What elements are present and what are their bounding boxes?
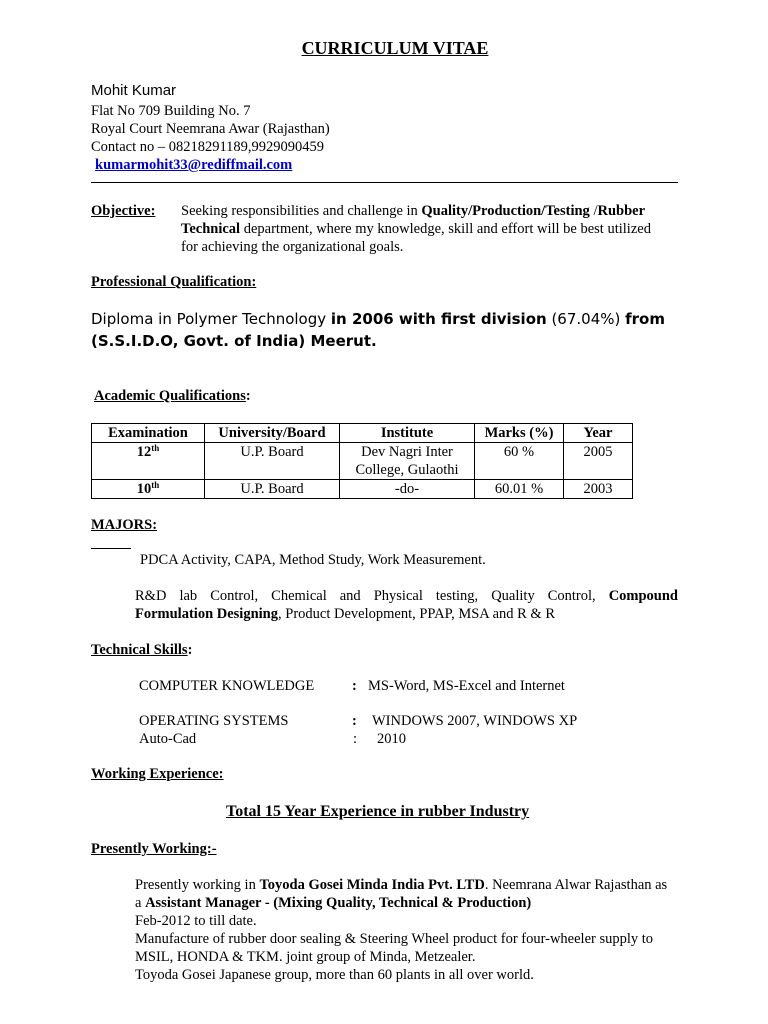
email-link[interactable]: kumarmohit33@rediffmail.com: [95, 157, 293, 173]
table-row: [92, 443, 633, 480]
address-line-2: Royal Court Neemrana Awar (Rajasthan): [91, 121, 330, 137]
present-line-3: Feb-2012 to till date.: [135, 913, 257, 929]
objective-label: Objective:: [91, 203, 156, 219]
professional-line-2: (S.S.I.D.O, Govt. of India) Meerut.: [91, 332, 377, 350]
qualification-emphasis: from: [625, 310, 665, 328]
majors-line-1: PDCA Activity, CAPA, Method Study, Work Measurement.: [140, 552, 486, 568]
majors-divider: [91, 548, 131, 549]
majors-line-2: [135, 587, 678, 605]
marks-cell: 60 %: [475, 443, 564, 480]
academic-table: [91, 423, 633, 499]
table-row: [92, 480, 633, 499]
present-text: a: [135, 895, 146, 911]
objective-emphasis: Quality/Production/Testing: [421, 203, 590, 219]
skill-value: 2010: [377, 731, 406, 747]
marks-cell: 60.01 %: [475, 480, 564, 499]
qualification-text: Diploma in Polymer Technology: [91, 310, 331, 328]
present-line-2: [135, 894, 531, 912]
present-text: Presently working in: [135, 877, 260, 893]
address-line-1: Flat No 709 Building No. 7: [91, 103, 251, 119]
objective-line-3: for achieving the organizational goals.: [181, 239, 404, 255]
exam-suffix: th: [151, 443, 160, 453]
board-cell: U.P. Board: [205, 480, 340, 499]
objective-text: department, where my knowledge, skill and effort will be best utilized: [240, 221, 651, 237]
contact-number: Contact no – 08218291189,9929090459: [91, 139, 325, 155]
email-line: [95, 156, 292, 174]
present-line-1: [135, 876, 667, 894]
column-header: Examination: [92, 424, 205, 443]
majors-text: R&D lab Control, Chemical and Physical testing, Quality Control,: [135, 588, 609, 604]
institute-cell: [340, 443, 475, 480]
majors-emphasis: Formulation Designing: [135, 606, 278, 622]
objective-emphasis: Rubber: [597, 203, 646, 219]
skill-separator: :: [352, 678, 357, 694]
skill-separator: :: [352, 713, 357, 729]
professional-heading: Professional Qualification:: [91, 274, 257, 290]
total-experience: Total 15 Year Experience in rubber Industry: [226, 803, 530, 820]
skill-label: COMPUTER KNOWLEDGE: [139, 678, 315, 694]
present-text: . Neemrana Alwar Rajasthan as: [484, 877, 668, 893]
objective-emphasis: Technical: [181, 221, 241, 237]
table-header-row: [92, 424, 633, 443]
present-line-6: Toyoda Gosei Japanese group, more than 60 plants in all over world.: [135, 967, 534, 983]
exam-value: 12: [136, 444, 152, 460]
institute-cell: -do-: [340, 480, 475, 499]
majors-emphasis: Compound: [608, 588, 678, 604]
exam-cell: [92, 480, 205, 499]
exam-suffix: th: [151, 480, 160, 490]
board-cell: U.P. Board: [205, 443, 340, 480]
page-title: CURRICULUM VITAE: [301, 38, 489, 58]
column-header: Year: [564, 424, 633, 443]
academic-heading: Academic Qualifications: [94, 388, 246, 404]
professional-line-1: [91, 308, 665, 330]
qualification-emphasis: in 2006 with first division: [330, 310, 547, 328]
technical-colon: :: [187, 642, 193, 658]
exam-cell: [92, 443, 205, 480]
column-header: Marks (%): [475, 424, 564, 443]
objective-text: /: [589, 203, 598, 219]
objective-line-2: [181, 220, 651, 238]
year-cell: 2005: [564, 443, 633, 480]
job-title: Assistant Manager - (Mixing Quality, Technical & Production): [145, 895, 532, 911]
company-name: Toyoda Gosei Minda India Pvt. LTD: [259, 877, 485, 893]
working-heading: Working Experience:: [91, 766, 224, 782]
academic-colon: :: [245, 388, 251, 404]
academic-heading-line: [94, 387, 251, 405]
qualification-text: (67.04%): [546, 310, 626, 328]
exam-value: 10: [136, 481, 152, 497]
column-header: Institute: [340, 424, 475, 443]
objective-line-1: [181, 202, 645, 220]
skill-value: WINDOWS 2007, WINDOWS XP: [372, 713, 578, 729]
majors-line-3: [135, 605, 555, 623]
year-cell: 2003: [564, 480, 633, 499]
technical-heading: Technical Skills: [91, 642, 188, 658]
majors-heading: MAJORS:: [91, 517, 158, 533]
skill-label: OPERATING SYSTEMS: [139, 713, 289, 729]
skill-value: MS-Word, MS-Excel and Internet: [368, 678, 565, 694]
institute-line: College, Gulaothi: [355, 462, 459, 478]
technical-heading-line: [91, 641, 192, 659]
institute-line: Dev Nagri Inter: [361, 444, 453, 460]
present-line-5: MSIL, HONDA & TKM. joint group of Minda, Metzealer.: [135, 949, 476, 965]
header-divider: [91, 182, 678, 183]
majors-text: , Product Development, PPAP, MSA and R & R: [278, 606, 556, 622]
column-header: University/Board: [205, 424, 340, 443]
skill-label: Auto-Cad: [139, 731, 197, 747]
candidate-name: Mohit Kumar: [91, 82, 177, 99]
present-heading: Presently Working:-: [91, 841, 217, 857]
skill-separator: :: [353, 731, 358, 747]
objective-text: Seeking responsibilities and challenge in: [181, 203, 422, 219]
present-line-4: Manufacture of rubber door sealing & Steering Wheel product for four-wheeler supply to: [135, 931, 654, 947]
